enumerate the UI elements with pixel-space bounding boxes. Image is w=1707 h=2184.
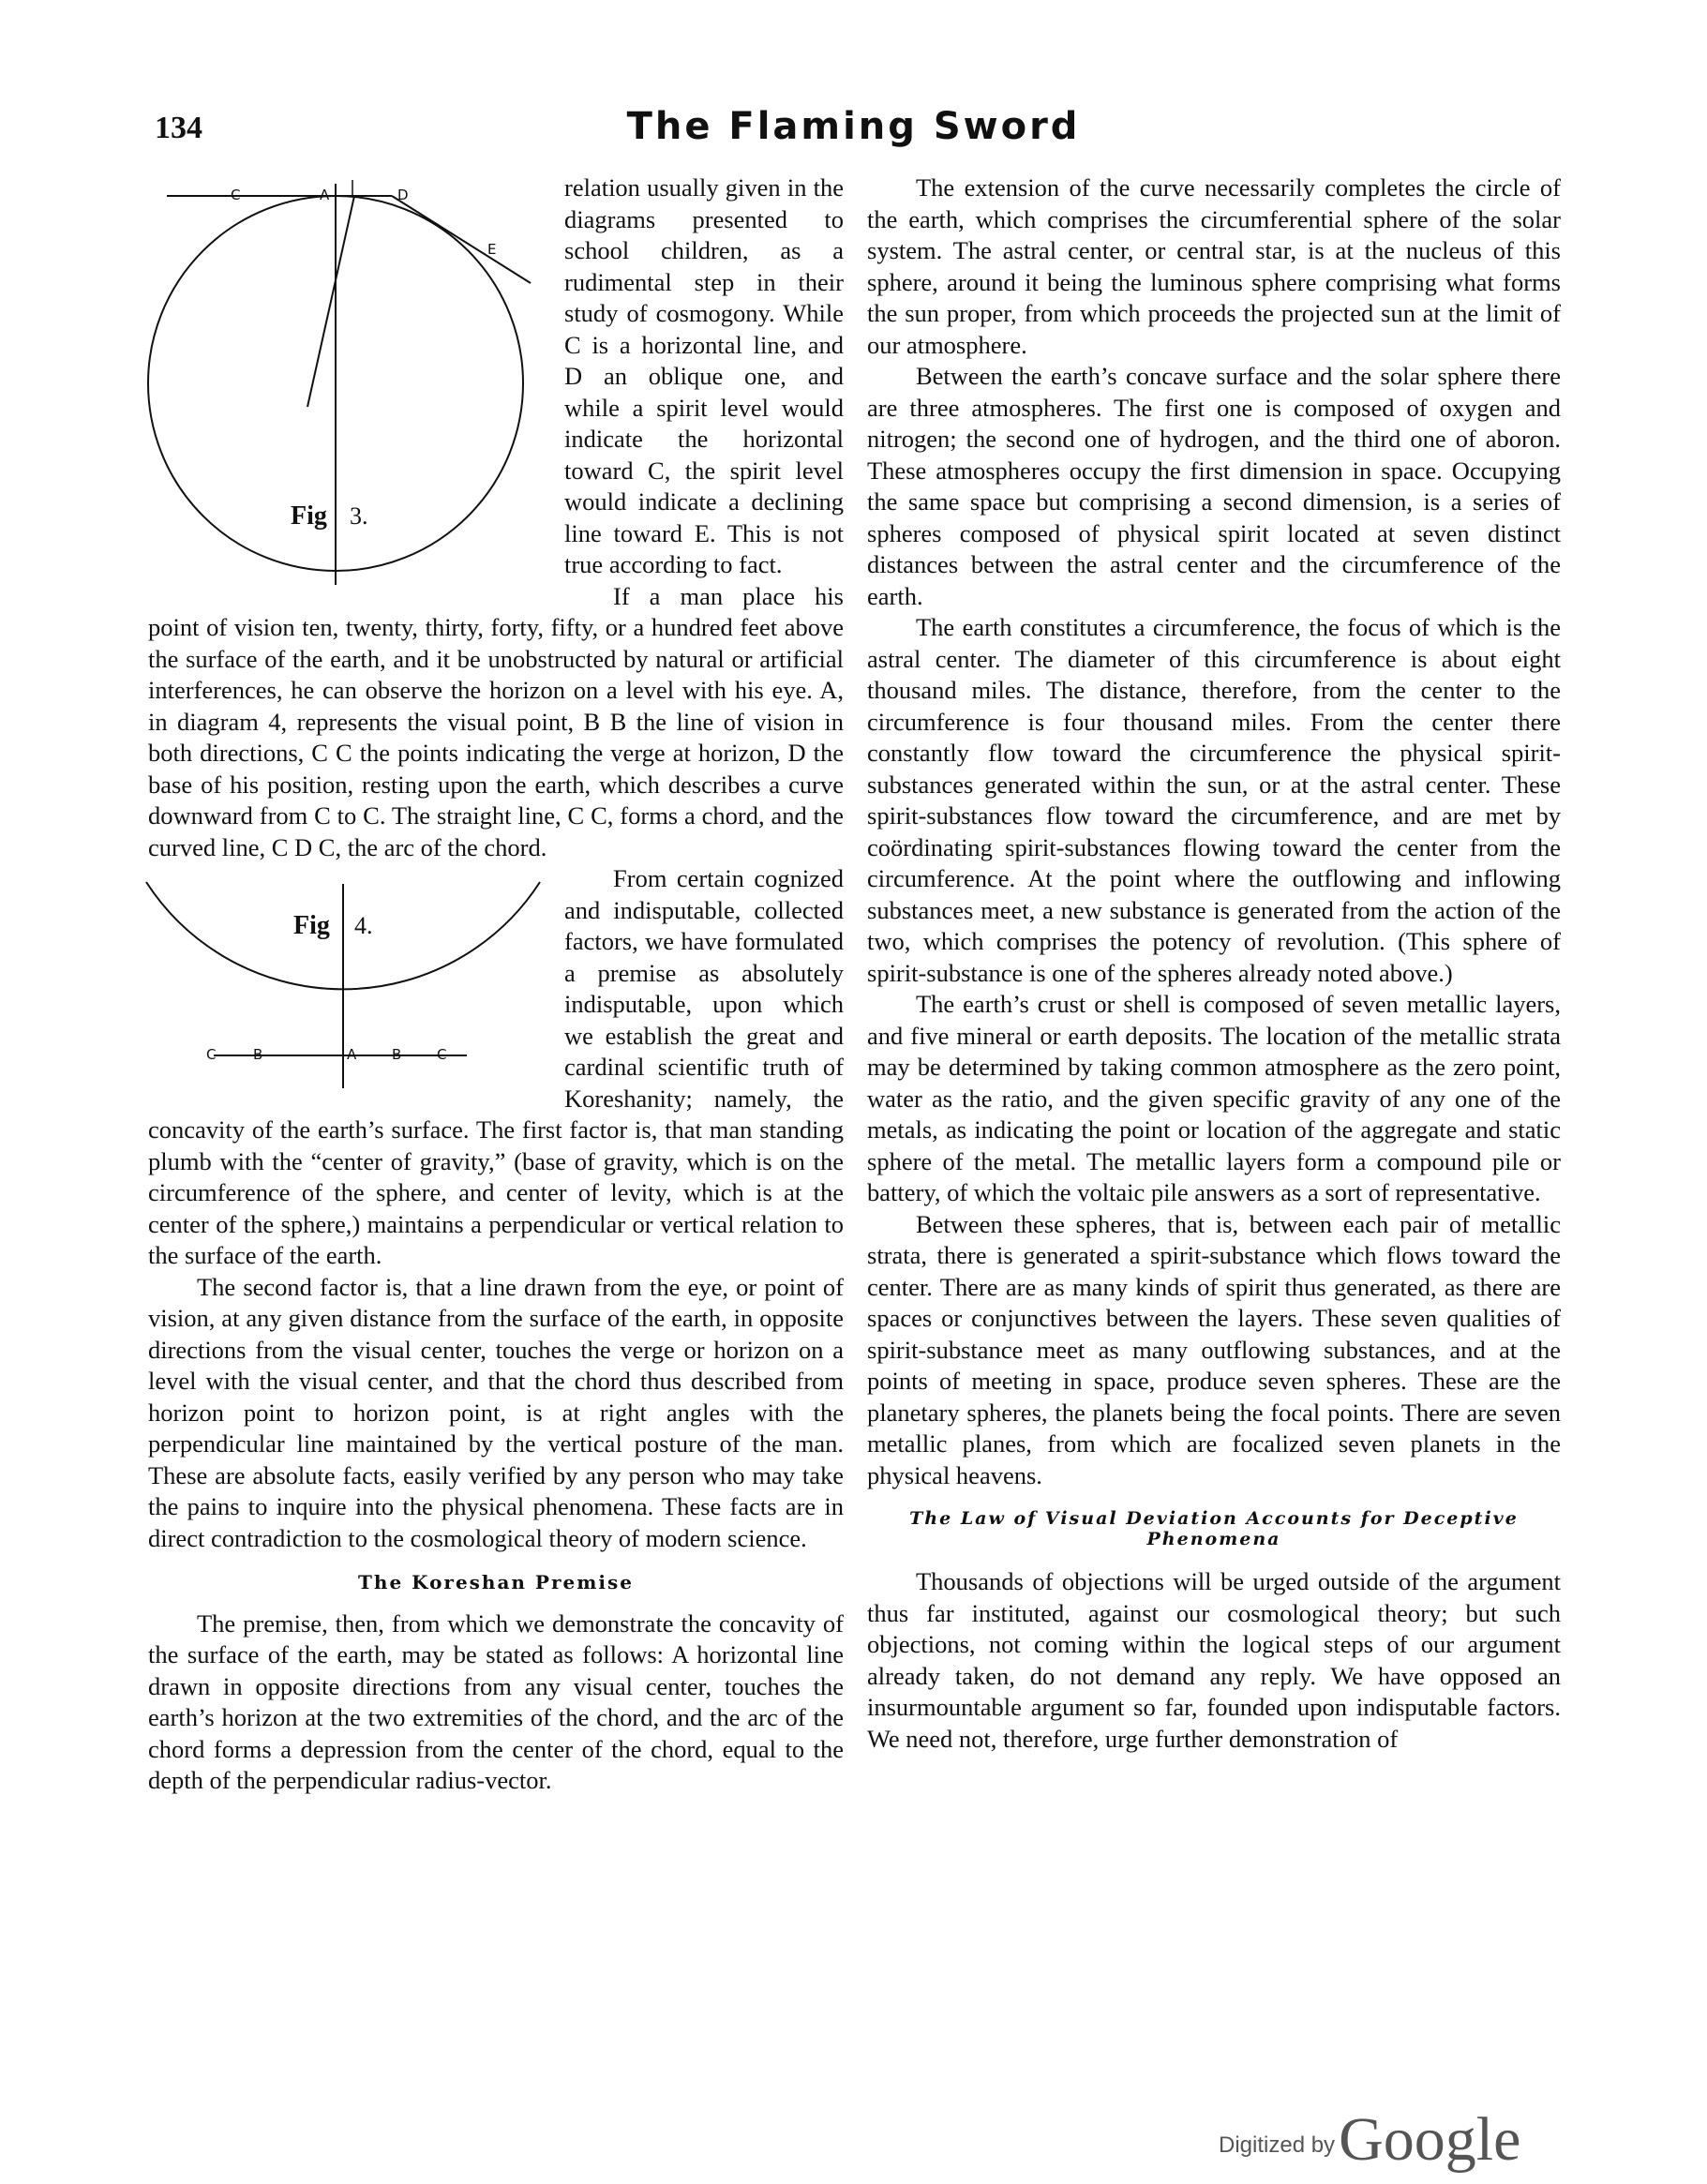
- figure-4-diagram: [139, 873, 551, 1107]
- right-paragraph-3: The earth constitutes a circumference, the focus of which is the astral center. The diameter of this circumference is about eight thousand miles. The distance, therefore, from the center to the circumference is four thousand miles. From the center there constantly flow toward the circumference the physical spirit-substances generated within the sun, or at the astral center. These spirit-substances flow toward the circumference, and are met by coördinating spirit-substances flowing toward the center from the circumference. At the point where the outflowing and inflowing substances meet, a new substance is generated from the action of the two, which comprises the potency of revolution. (This sphere of spirit-substance is one of the spheres already noted above.): [867, 613, 1561, 987]
- fig3-label-c: C: [231, 187, 241, 203]
- fig3-number: 3.: [350, 502, 368, 530]
- left-paragraph-4: The second factor is, that a line drawn from the eye, or point of vision, at any given distance from the surface of the earth, in opposite directions from the visual center, touches the verge or horizon on a level with the visual center, and that the chord thus described from horizon point to horizon point, is at right angles with the perpendicular line maintained by the vertical posture of the man. These are absolute facts, easily verified by any person who may take the pains to inquire into the physical phenomena. These facts are in direct contradiction to the cosmological theory of modern science.: [148, 1272, 844, 1552]
- fig4-label-b-left: B: [253, 1046, 263, 1063]
- digitized-by-text: Digitized by: [1219, 2132, 1336, 2158]
- section-heading-visual-deviation: The Law of Visual Deviation Accounts for Deceptive Phenomena: [909, 1508, 1519, 1549]
- right-paragraph-6: Thousands of objections will be urged outside of the argument thus far instituted, against our cosmological theory; but such objections, not coming within the logical steps of our argument already taken, do not demand any reply. We have opposed an insurmountable argument so far, founded upon indisputable factors. We need not, therefore, urge further demonstration of: [867, 1567, 1561, 1753]
- left-paragraph-5: The premise, then, from which we demonstrate the concavity of the surface of the earth, may be stated as follows: A horizontal line drawn in opposite directions from any visual center, touches the earth’s horizon at the two extremities of the chord, and the arc of the chord forms a depression from the center of the chord, equal to the depth of the perpendicular radius-vector.: [148, 1608, 844, 1794]
- digitized-by-google-watermark: [1219, 2104, 1520, 2176]
- section-heading-koreshan-premise: The Koreshan Premise: [358, 1571, 634, 1593]
- fig3-caption: Fig: [291, 501, 327, 531]
- google-logo: Google: [1339, 2105, 1521, 2174]
- figure-3: [139, 172, 551, 590]
- left-paragraph-3: From certain cognized and indisputable, collected factors, we have formulated a premise as absolutely indisputable, upon which we establish the great and cardinal scientific truth of Koreshanity; namely, the concavity of the earth’s surface. The first factor is, that man standing plumb with the “center of gravity,” (base of gravity, which is on the circumference of the sphere, and center of levity, which is at the center of the sphere,) maintains a perpendicular or vertical relation to the surface of the earth.: [148, 864, 844, 1269]
- page-number: 134: [155, 111, 202, 145]
- right-paragraph-2: Between the earth’s concave surface and the solar sphere there are three atmospheres. The first one is composed of oxygen and nitrogen; the second one of hydrogen, and the third one of aboron. These atmospheres occupy the first dimension in space. Occupying the same space but comprising a second dimension, is a series of spheres composed of physical spirit located at seven distinct distances between the astral center and the circumference of the earth.: [867, 362, 1561, 610]
- left-paragraph-1: relation usually given in the diagrams presented to school children, as a rudimental step in their study of cosmogony. While C is a horizontal line, and D an oblique one, and while a spirit level would indicate the horizontal toward C, the spirit level would indicate a declining line toward E. This is not true according to fact.: [564, 173, 844, 578]
- fig4-label-c-left: C: [206, 1046, 217, 1063]
- fig4-number: 4.: [354, 912, 373, 939]
- right-paragraph-4: The earth’s crust or shell is composed of seven metallic layers, and five mineral or earth deposits. The location of the metallic strata may be determined by taking common atmosphere as the zero point, water as the ratio, and the given specific gravity of any one of the metals, as indicating the point or location of the aggregate and static sphere of the metal. The metallic layers form a compound pile or battery, of which the voltaic pile answers as a sort of representative.: [867, 990, 1561, 1206]
- fig4-caption: Fig: [293, 911, 330, 940]
- left-column: [148, 172, 844, 1797]
- left-paragraph-2: If a man place his point of vision ten, twenty, thirty, forty, fifty, or a hundred feet above the surface of the earth, and it be unobstructed by natural or artificial interferences, he can observe the horizon on a level with his eye. A, in diagram 4, represents the visual point, B B the line of vision in both directions, C C the points indicating the verge at horizon, D the base of his position, resting upon the earth, which describes a curve downward from C to C. The straight line, C C, forms a chord, and the curved line, C D C, the arc of the chord.: [148, 581, 844, 861]
- right-paragraph-1: The extension of the curve necessarily completes the circle of the earth, which comprises the circumferential sphere of the solar system. The astral center, or central star, is at the nucleus of this sphere, around it being the luminous sphere comprising what forms the sun proper, from which proceeds the projected sun at the limit of our atmosphere.: [867, 173, 1561, 359]
- fig4-label-c-right: C: [437, 1046, 447, 1063]
- fig4-label-b-right: B: [392, 1046, 402, 1063]
- right-paragraph-5: Between these spheres, that is, between each pair of metallic strata, there is generated a spirit-substance which flows toward the center. There are as many kinds of spirit thus generated, as there are spaces or conjunctives between the layers. These seven qualities of spirit-substance meet as many outflowing substances, and at the points of meeting in space, produce seven spheres. These are the planetary spheres, the planets being the focal points. There are seven metallic planes, from which are focalized seven planets in the physical heavens.: [867, 1209, 1561, 1489]
- figure-4: [139, 873, 551, 1107]
- fig4-label-a: A: [347, 1046, 357, 1063]
- running-title: The Flaming Sword: [626, 105, 1081, 148]
- right-column: [867, 172, 1561, 1755]
- fig3-label-a: A: [320, 187, 330, 203]
- fig3-label-d: D: [397, 187, 409, 203]
- fig3-label-e: E: [487, 241, 497, 258]
